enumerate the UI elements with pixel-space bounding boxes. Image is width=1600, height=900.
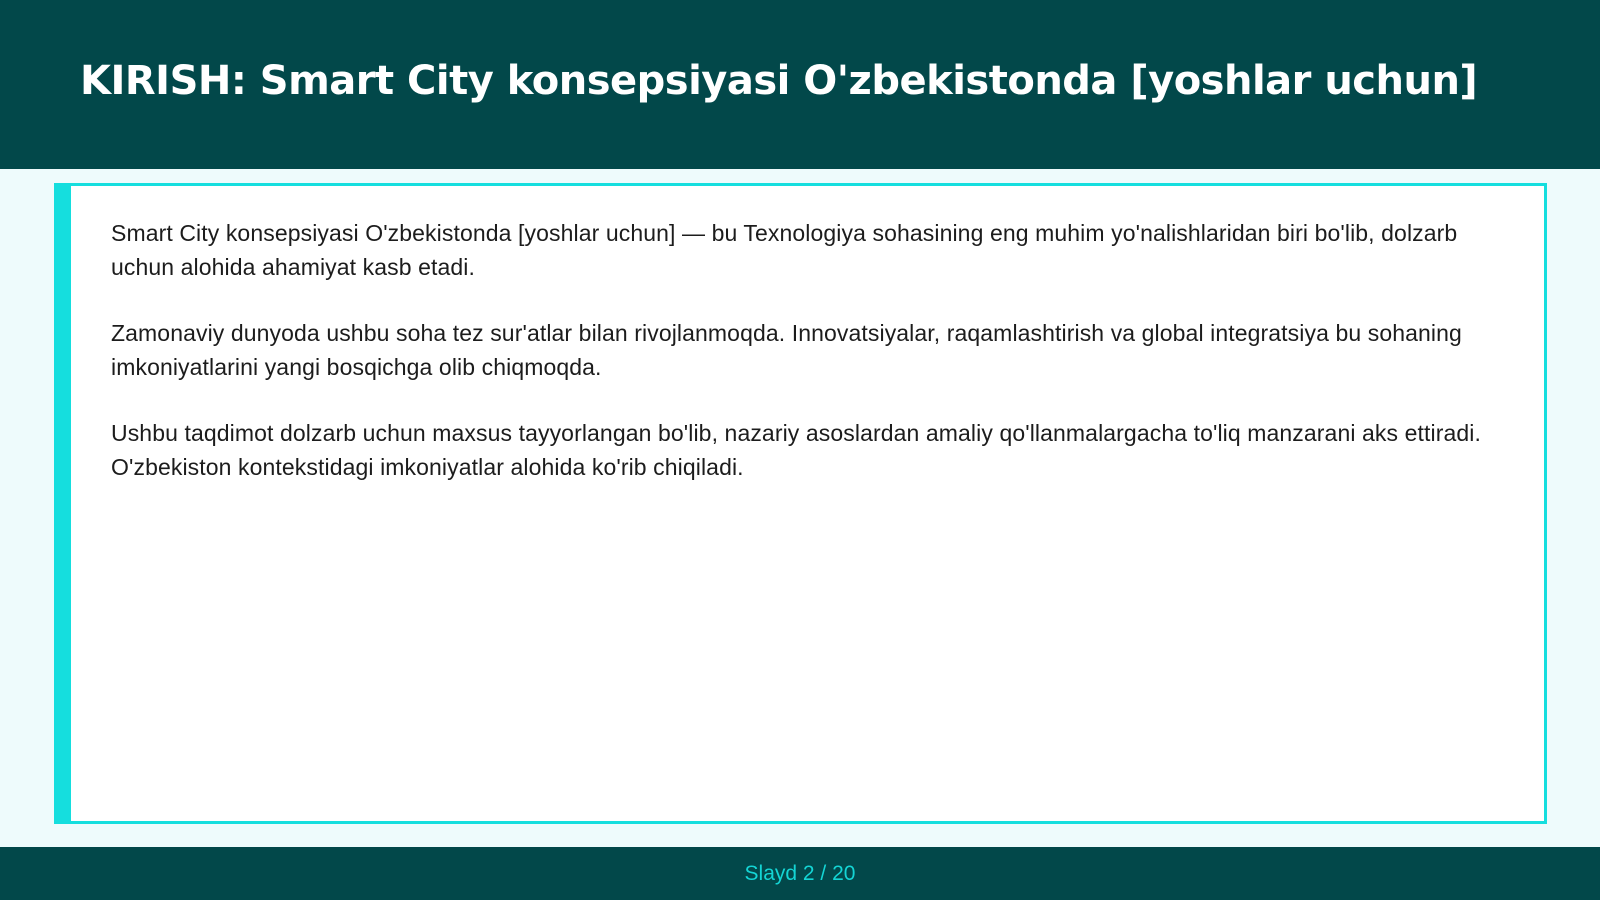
content-card: [54, 183, 1547, 824]
slide-footer: [0, 847, 1600, 900]
intro-paragraph: Smart City konsepsiyasi O'zbekistonda [yoshlar uchun] — bu Texnologiya sohasining eng muhim yo'nalishlaridan biri bo'lib, dolzarb uchun alohida ahamiyat kasb etadi.: [111, 220, 1458, 280]
slide-counter: Slayd 2 / 20: [744, 861, 856, 885]
slide-header: [0, 0, 1600, 169]
presentation-scope-paragraph: Ushbu taqdimot dolzarb uchun maxsus tayyorlangan bo'lib, nazariy asoslardan amaliy qo'llanmalargacha to'liq manzarani aks ettiradi. O'zbekiston kontekstidagi imkoniyatlar alohida ko'rib chiqiladi.: [111, 420, 1481, 480]
slide-title: KIRISH: Smart City konsepsiyasi O'zbekistonda [yoshlar uchun]: [80, 57, 1478, 104]
modern-world-paragraph: Zamonaviy dunyoda ushbu soha tez sur'atlar bilan rivojlanmoqda. Innovatsiyalar, raqamlashtirish va global integratsiya bu sohaning imkoniyatlarini yangi bosqichga olib chiqmoqda.: [111, 320, 1462, 380]
